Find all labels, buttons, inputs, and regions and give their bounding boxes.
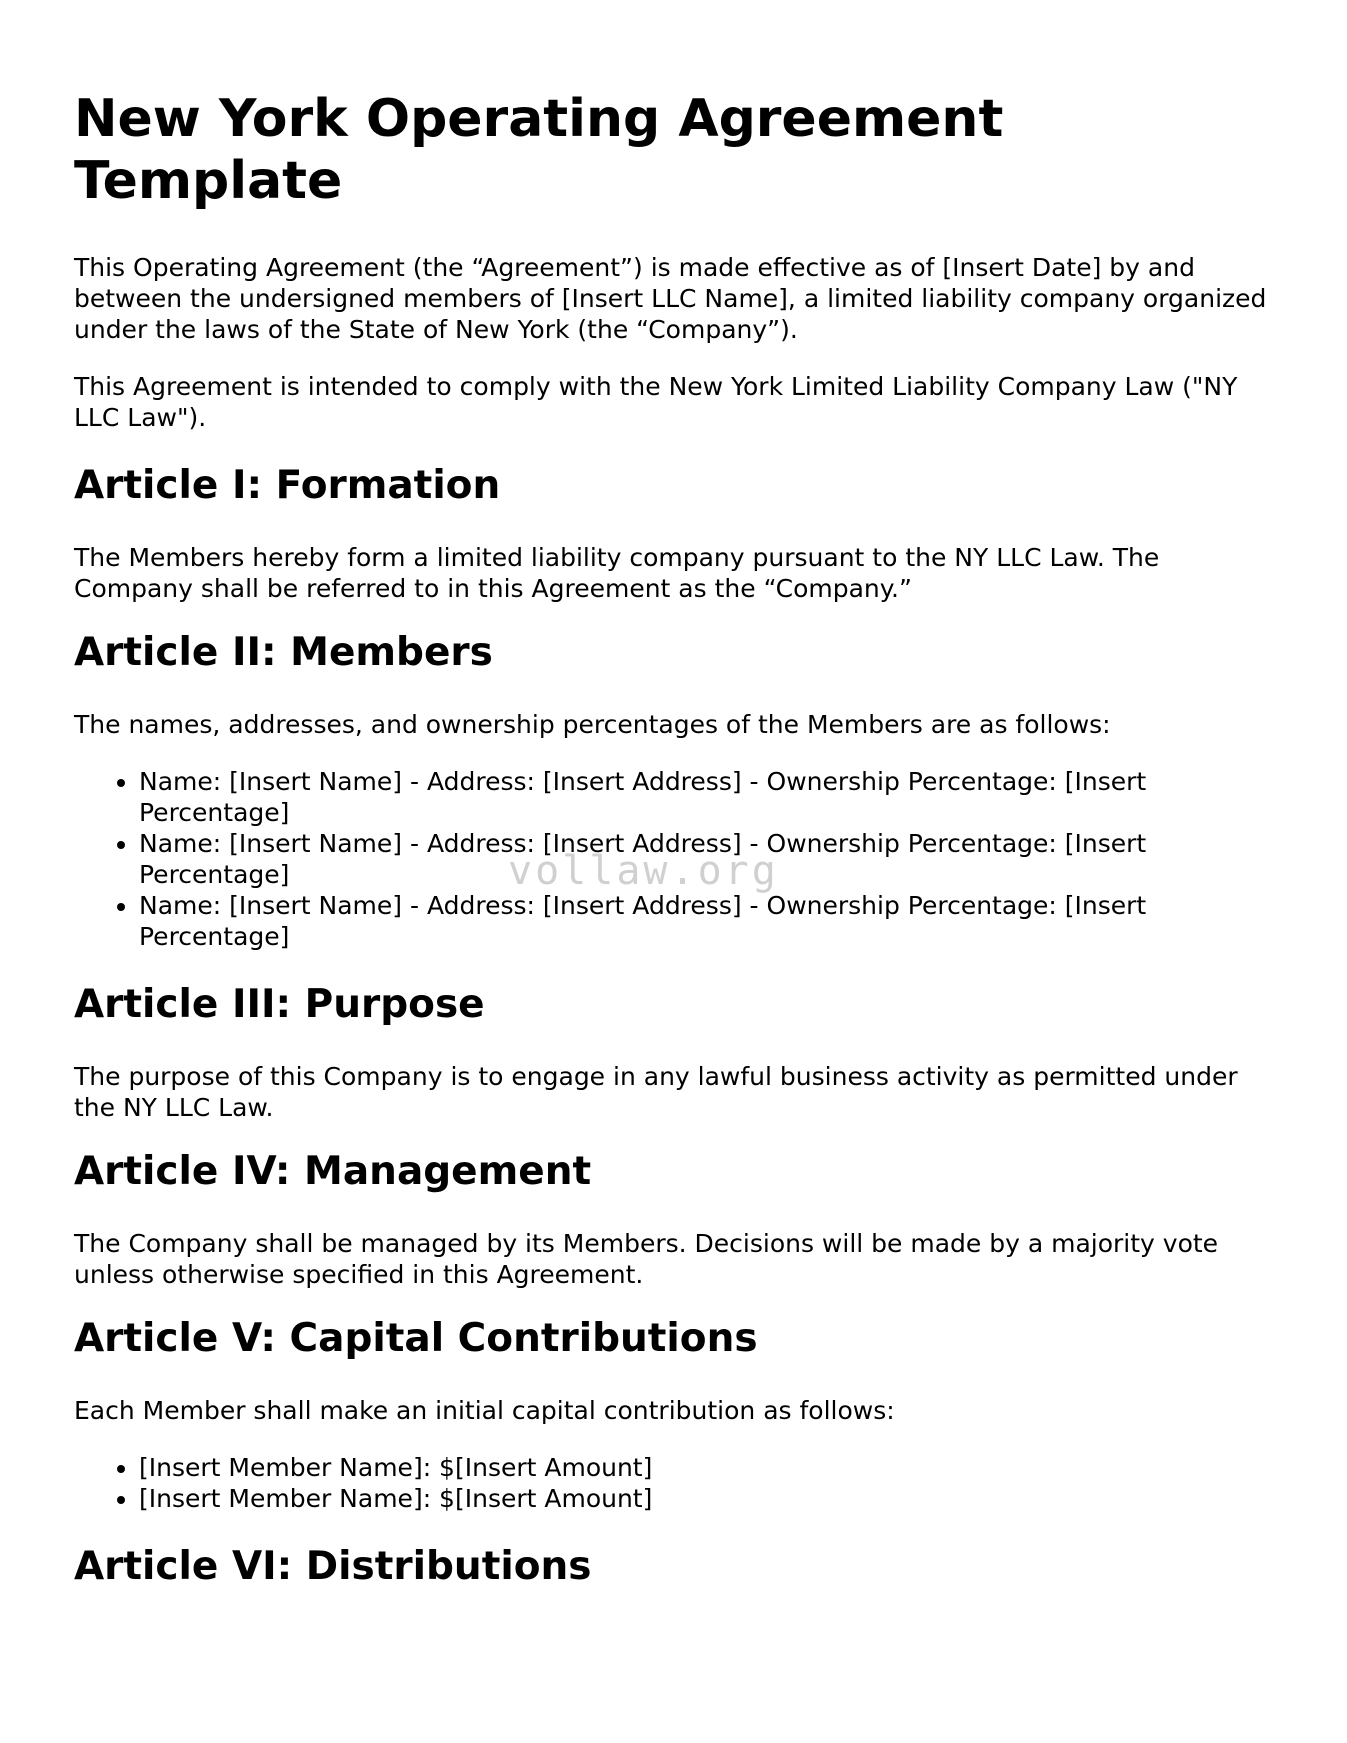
article-heading: Article I: Formation bbox=[74, 463, 501, 508]
list-item: • Name: [Insert Name] - Address: [Insert Address] - Ownership Percentage: [Insert Percentage] bbox=[139, 890, 1284, 952]
article-paragraph: The names, addresses, and ownership percentages of the Members are as follows: bbox=[74, 710, 1111, 739]
watermark: vollaw.org bbox=[508, 848, 779, 894]
article-paragraph: Each Member shall make an initial capital contribution as follows: bbox=[74, 1396, 895, 1425]
list-item: • Name: [Insert Name] - Address: [Insert Address] - Ownership Percentage: [Insert Percentage] bbox=[139, 828, 1284, 890]
article-formation bbox=[74, 463, 1284, 604]
article-members bbox=[74, 630, 1284, 952]
article-heading: Article III: Purpose bbox=[74, 982, 485, 1027]
contributions-list bbox=[74, 1452, 1284, 1514]
article-management bbox=[74, 1149, 1284, 1290]
document-title: New York Operating Agreement Template bbox=[74, 89, 1004, 211]
article-distributions bbox=[74, 1544, 1284, 1590]
article-paragraph: The Members hereby form a limited liability company pursuant to the NY LLC Law. The Company shall be referred to in this Agreement as the “Company.” bbox=[74, 543, 1160, 603]
intro-paragraph: This Operating Agreement (the “Agreement”) is made effective as of [Insert Date] by and between the undersigned members of [Insert LLC Name], a limited liability company organized under the laws of the State of New York (the “Company”). bbox=[74, 253, 1267, 344]
intro-paragraph: This Agreement is intended to comply with the New York Limited Liability Company Law ("NY LLC Law"). bbox=[74, 372, 1238, 432]
list-item: • [Insert Member Name]: $[Insert Amount] bbox=[139, 1452, 1284, 1483]
list-item: • [Insert Member Name]: $[Insert Amount] bbox=[139, 1483, 1284, 1514]
article-heading: Article IV: Management bbox=[74, 1149, 592, 1194]
article-heading: Article II: Members bbox=[74, 630, 493, 675]
list-item: • Name: [Insert Name] - Address: [Insert Address] - Ownership Percentage: [Insert Percentage] bbox=[139, 766, 1284, 828]
article-heading: Article VI: Distributions bbox=[74, 1544, 592, 1589]
article-purpose bbox=[74, 982, 1284, 1123]
article-capital-contributions bbox=[74, 1316, 1284, 1514]
article-paragraph: The purpose of this Company is to engage in any lawful business activity as permitted under the NY LLC Law. bbox=[74, 1062, 1238, 1122]
article-paragraph: The Company shall be managed by its Members. Decisions will be made by a majority vote unless otherwise specified in this Agreement. bbox=[74, 1229, 1219, 1289]
article-heading: Article V: Capital Contributions bbox=[74, 1316, 758, 1361]
